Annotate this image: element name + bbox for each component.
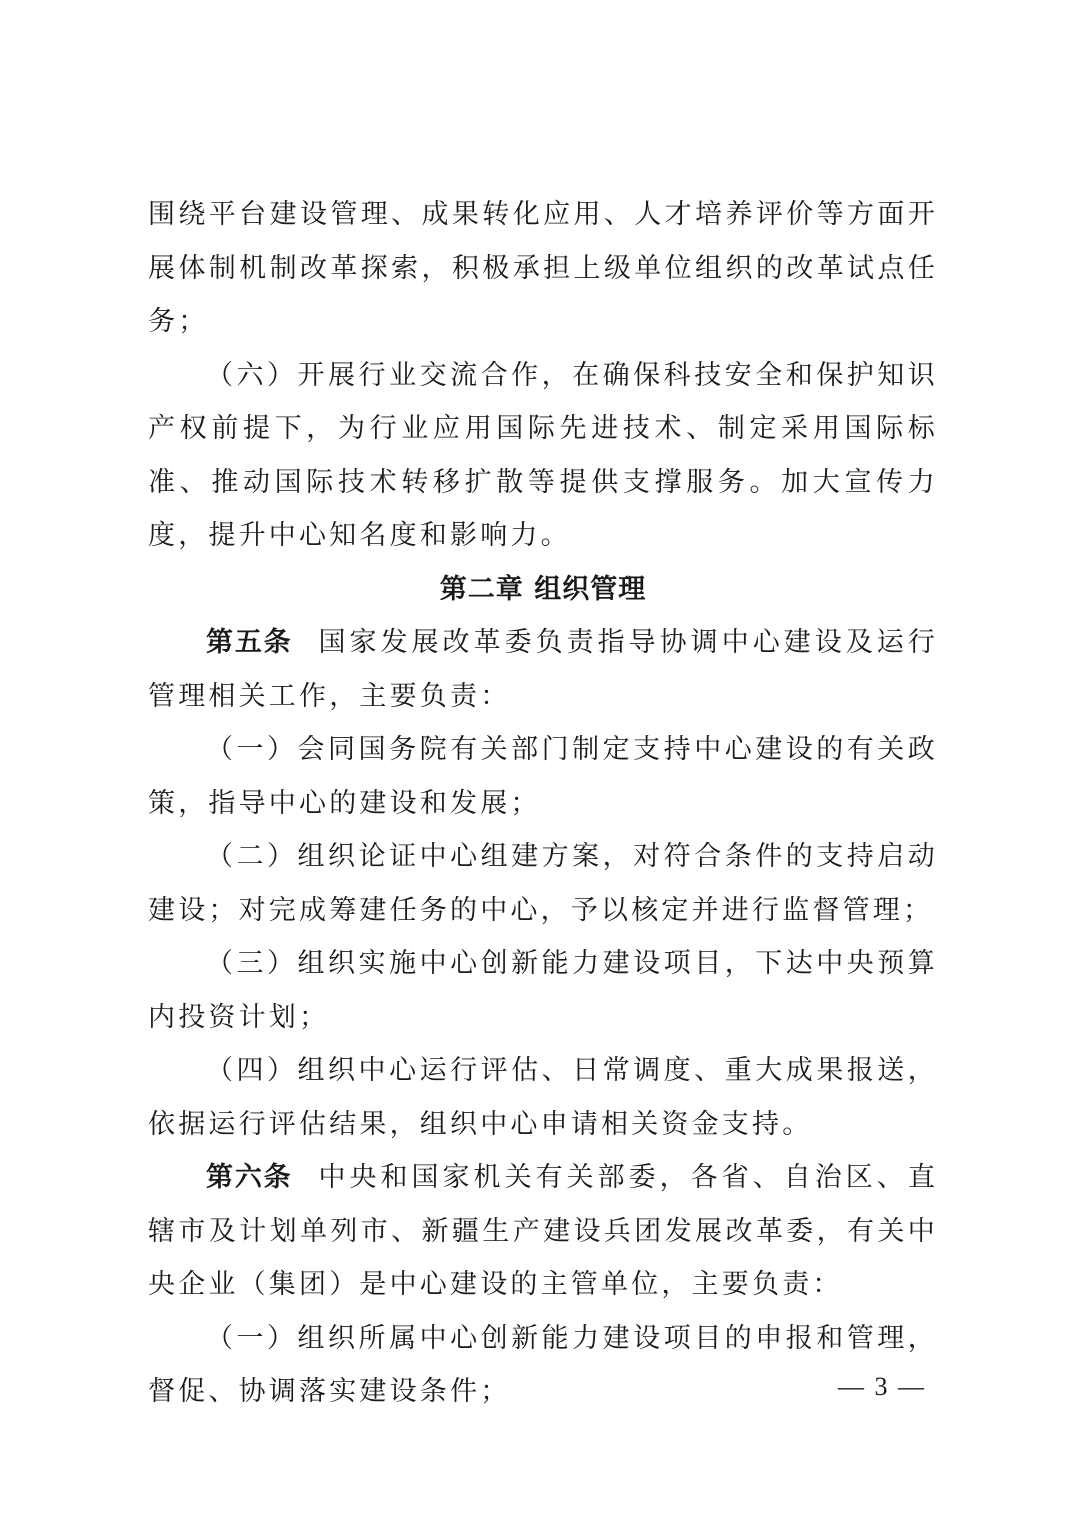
article-six-text: 中央和国家机关有关部委，各省、自治区、直辖市及计划单列市、新疆生产建设兵团发展改革委，有关中央企业（集团）是中心建设的主管单位，主要负责： [148, 1162, 939, 1300]
article-five-text: 国家发展改革委负责指导协调中心建设及运行管理相关工作，主要负责： [148, 627, 939, 712]
paragraph-art6-item-one: （一）组织所属中心创新能力建设项目的申报和管理，督促、协调落实建设条件； [148, 1322, 938, 1407]
paragraph-item-three: （三）组织实施中心创新能力建设项目，下达中央预算内投资计划； [148, 948, 938, 1033]
article-five [148, 616, 938, 723]
paragraph-item-four: （四）组织中心运行评估、日常调度、重大成果报送，依据运行评估结果，组织中心申请相关资金支持。 [148, 1055, 938, 1140]
paragraph-item-two: （二）组织论证中心组建方案，对符合条件的支持启动建设；对完成筹建任务的中心，予以核定并进行监督管理； [148, 841, 938, 926]
chapter-heading: 第二章 组织管理 [439, 573, 647, 605]
paragraph-reform-continuation: 围绕平台建设管理、成果转化应用、人才培养评价等方面开展体制机制改革探索，积极承担上级单位组织的改革试点任务； [148, 199, 938, 337]
paragraph-item-six: （六）开展行业交流合作，在确保科技安全和保护知识产权前提下，为行业应用国际先进技术、制定采用国际标准、推动国际技术转移扩散等提供支撑服务。加大宣传力度，提升中心知名度和影响力。 [148, 359, 938, 551]
page-number: — 3 — [838, 1372, 926, 1401]
paragraph-item-one: （一）会同国务院有关部门制定支持中心建设的有关政策，指导中心的建设和发展； [148, 734, 938, 819]
article-six [148, 1151, 938, 1312]
article-six-label: 第六条 [206, 1162, 293, 1193]
document-body [148, 188, 938, 1419]
article-five-label: 第五条 [206, 627, 293, 658]
